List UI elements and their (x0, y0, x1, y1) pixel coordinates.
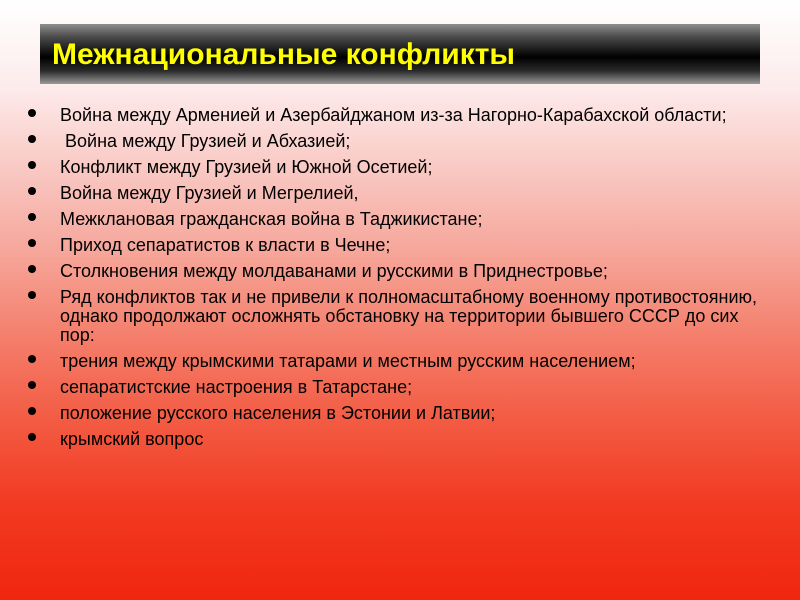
list-item-text: Конфликт между Грузией и Южной Осетией; (60, 157, 433, 177)
list-item (28, 132, 758, 151)
bullet-dot-icon (28, 109, 36, 117)
list-item (28, 184, 758, 203)
bullet-dot-icon (28, 187, 36, 195)
list-item-text: положение русского населения в Эстонии и Латвии; (60, 403, 496, 423)
bullet-dot-icon (28, 291, 36, 299)
bullet-list (28, 106, 758, 456)
list-item-text: Война между Грузией и Абхазией; (60, 131, 351, 151)
list-item-text: трения между крымскими татарами и местным русским населением; (60, 351, 636, 371)
slide-title: Межнациональные конфликты (52, 38, 516, 71)
title-bar (40, 24, 760, 84)
list-item-text: крымский вопрос (60, 429, 204, 449)
list-item (28, 210, 758, 229)
list-item-text: Межклановая гражданская война в Таджикистане; (60, 209, 483, 229)
bullet-dot-icon (28, 433, 36, 441)
list-item-text: Ряд конфликтов так и не привели к полномасштабному военному противостоянию, однако продолжают осложнять обстановку на территории бывшего СССР до сих пор: (60, 287, 758, 345)
bullet-dot-icon (28, 213, 36, 221)
list-item (28, 352, 758, 371)
list-item-text: Приход сепаратистов к власти в Чечне; (60, 235, 391, 255)
list-item (28, 106, 758, 125)
list-item-text: сепаратистские настроения в Татарстане; (60, 377, 413, 397)
bullet-dot-icon (28, 381, 36, 389)
list-item (28, 378, 758, 397)
bullet-dot-icon (28, 407, 36, 415)
list-item-text: Столкновения между молдаванами и русскими в Приднестровье; (60, 261, 608, 281)
list-item (28, 430, 758, 449)
list-item (28, 262, 758, 281)
bullet-dot-icon (28, 239, 36, 247)
list-item (28, 288, 758, 345)
list-item (28, 236, 758, 255)
bullet-dot-icon (28, 355, 36, 363)
list-item-text: Война между Грузией и Мегрелией, (60, 183, 359, 203)
bullet-dot-icon (28, 265, 36, 273)
list-item-text: Война между Арменией и Азербайджаном из-за Нагорно-Карабахской области; (60, 105, 727, 125)
list-item (28, 158, 758, 177)
bullet-dot-icon (28, 161, 36, 169)
list-item (28, 404, 758, 423)
bullet-dot-icon (28, 135, 36, 143)
